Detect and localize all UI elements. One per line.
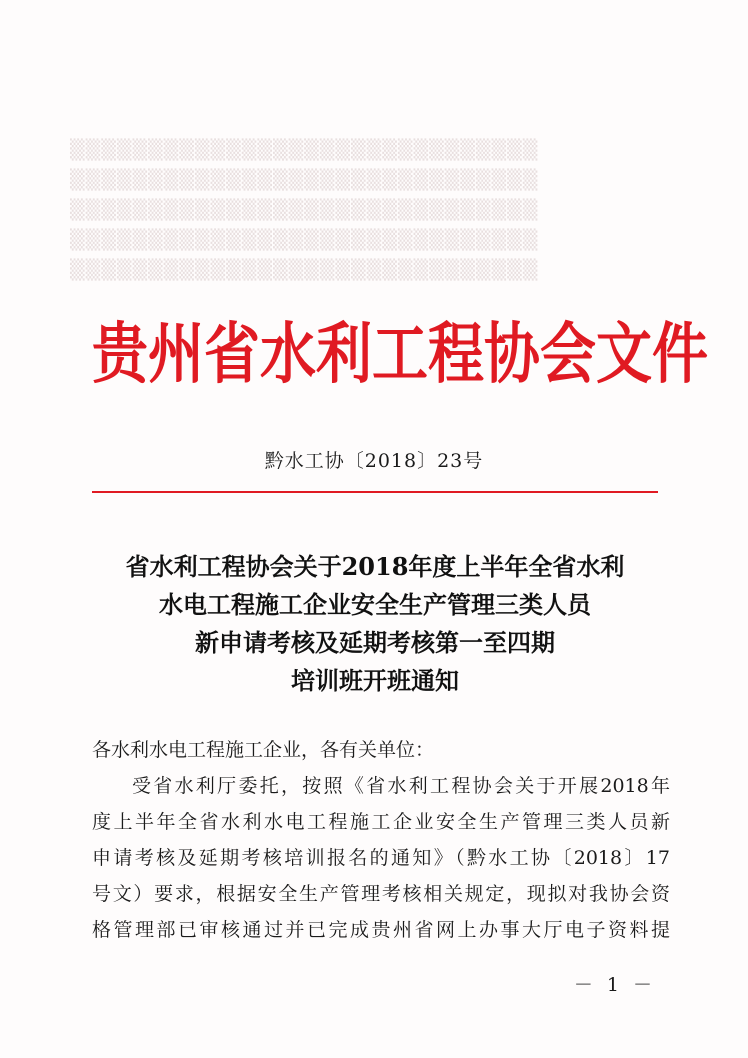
paragraph-line: 号文）要求，根据安全生产管理考核相关规定，现拟对我协会资 <box>92 883 670 905</box>
page-number: － 1 － <box>573 974 656 996</box>
red-divider-line <box>92 491 658 493</box>
notice-title-line: 水电工程施工企业安全生产管理三类人员 <box>159 590 591 619</box>
notice-body <box>92 732 670 948</box>
notice-title-line: 培训班开班通知 <box>291 666 459 695</box>
bleed-through-text: ▒▒▒▒▒▒▒▒▒▒▒▒▒▒▒▒▒▒▒▒▒▒▒▒▒▒▒▒▒▒ ▒▒▒▒▒▒▒▒▒▒▒▒▒▒▒▒▒▒▒▒▒▒▒▒▒▒▒▒▒▒ ▒▒▒▒▒▒▒▒▒▒▒▒▒▒▒▒▒▒▒▒▒▒▒▒▒▒▒▒▒▒ ▒▒▒▒▒▒▒▒▒▒▒▒▒▒▒▒▒▒▒▒▒▒▒▒▒▒▒▒▒▒ ▒▒▒▒▒▒▒▒▒▒▒▒▒▒▒▒▒▒▒▒▒▒▒▒▒▒▒▒▒▒ <box>70 139 539 281</box>
org-header-title: 贵州省水利工程协会文件 <box>92 315 708 393</box>
notice-title <box>60 548 690 700</box>
notice-title-line: 省水利工程协会关于2018年度上半年全省水利 <box>125 552 625 581</box>
salutation: 各水利水电工程施工企业，各有关单位： <box>92 739 435 761</box>
paragraph-line: 度上半年全省水利水电工程施工企业安全生产管理三类人员新 <box>92 811 670 833</box>
paragraph-line: 受省水利厅委托，按照《省水利工程协会关于开展2018年 <box>132 775 670 797</box>
document-number: 黔水工协〔2018〕23号 <box>264 450 484 472</box>
notice-title-line: 新申请考核及延期考核第一至四期 <box>195 628 555 657</box>
paragraph-line: 申请考核及延期考核培训报名的通知》（黔水工协〔2018〕17 <box>92 847 670 869</box>
paragraph-line: 格管理部已审核通过并已完成贵州省网上办事大厅电子资料提 <box>92 919 670 941</box>
